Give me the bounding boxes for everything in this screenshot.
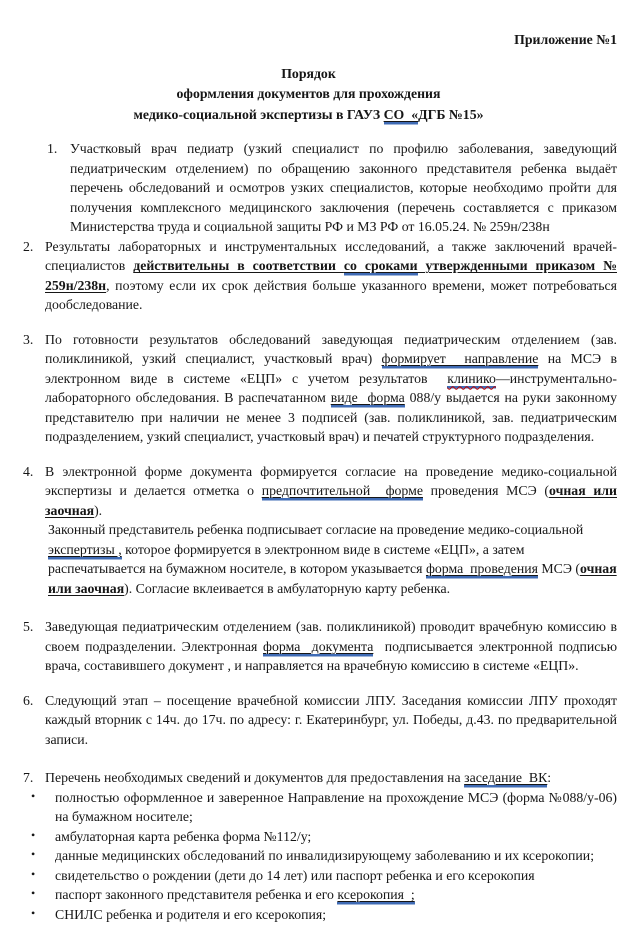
text-segment: Следующий этап – посещение врачебной комиссии ЛПУ. Заседания комиссии ЛПУ проходят каждый вторник с 14ч. до 17ч. по адресу: г. Екатеринбург, ул. Победы, д.43. по предварительной записи. <box>45 692 617 747</box>
text-segment: МСЭ ( <box>537 561 581 576</box>
title-line-3 <box>0 105 617 126</box>
text-segment: предпочтительной форме <box>261 483 423 498</box>
bullet-icon: • <box>31 886 36 900</box>
text-segment: амбулаторная карта ребенка форма №112/у; <box>55 828 312 844</box>
text-segment: экспертизы , <box>48 541 122 557</box>
bullet-icon: • <box>31 788 36 803</box>
text-segment: клинико <box>447 370 496 386</box>
item-text <box>45 237 617 315</box>
item-number: 6. <box>23 692 34 708</box>
ordered-item-6 <box>0 691 617 750</box>
bullet-item-4 <box>0 866 617 886</box>
ordered-item-7 <box>0 768 617 788</box>
text-segment: подписывается электронной подписью врача, составившего документ , и направляется на врачебную комиссию в системе «ЕЦП». <box>45 638 617 673</box>
text-segment: свидетельство о рождении (дети до 14 лет) или паспорт ребенка и его ксерокопия <box>55 867 535 883</box>
ordered-item-1 <box>0 139 617 237</box>
bullet-item-2 <box>0 827 617 847</box>
item-text <box>70 139 617 237</box>
text-segment: форма документа <box>263 638 374 654</box>
text-segment: Перечень необходимых сведений и документов для предоставления на <box>45 770 465 785</box>
ordered-item-5 <box>0 617 617 676</box>
text-segment: очная или заочная <box>48 561 617 596</box>
bullet-item-1 <box>0 788 617 827</box>
text-segment: 088/у выдается на руки законному представителю при наличии не менее 3 подписей (зав. поликлиникой, зав. педиатрическим подразделением, узкий специалист, участковый врач) и печатей структурного подразделения. <box>45 390 617 444</box>
bullet-icon: • <box>31 905 36 920</box>
ordered-item-3 <box>0 330 617 447</box>
title-line-1: Порядок <box>281 65 336 81</box>
text-segment: ксерокопия ; <box>337 887 415 902</box>
text-segment: ). <box>94 502 103 518</box>
text-segment: : <box>547 770 552 785</box>
item-number: 2. <box>23 238 34 254</box>
item-text <box>45 768 617 788</box>
item-number: 1. <box>47 141 58 156</box>
text-segment: паспорт законного представителя ребенка и его <box>55 887 338 902</box>
text-segment: Участковый врач педиатр (узкий специалист по профилю заболевания, заведующий педиатрическим отделением) по обращению законного представителя ребенка выдаёт перечень обследований и осмотров узких специалистов, которые необходимо пройти для получения комплексного медицинского заключения (перечень составляется с приказом Министерства труда и социальной защиты РФ и МЗ РФ от 16.05.24. № 259н/238н <box>70 141 617 234</box>
text-segment: По готовности результатов обследований заведующая педиатрическим отделением (зав. поликлиникой, узкий специалист, участковый врач) <box>45 331 617 366</box>
text-segment: проведения МСЭ ( <box>422 483 550 498</box>
ordered-item-4 <box>0 462 617 599</box>
text-segment: виде форма <box>330 390 405 405</box>
appendix-label: Приложение №1 <box>514 32 617 47</box>
text-segment: которое формируется в электронном виде в системе «ЕЦП», а затем распечатывается на бумажном носителе, в котором указывается <box>48 541 525 576</box>
text-segment: СНИЛС ребенка и родителя и его ксерокопия; <box>55 906 327 922</box>
bullet-text <box>55 905 617 925</box>
ordered-list <box>0 139 617 924</box>
text-segment: СО « <box>383 106 419 122</box>
item-number: 5. <box>23 619 34 634</box>
bullet-item-3 <box>0 846 617 866</box>
bullet-text <box>55 827 617 847</box>
text-segment: очная или заочная <box>45 483 617 518</box>
item-text <box>45 330 617 447</box>
text-segment: формирует направление <box>381 351 539 366</box>
text-segment: медико-социальной экспертизы в ГАУЗ <box>133 106 384 122</box>
bullet-text <box>55 846 617 866</box>
text-segment: ДГБ №15» <box>418 106 484 122</box>
bullet-icon: • <box>31 866 36 881</box>
text-segment: со сроками <box>343 258 418 273</box>
title-line-2: оформления документов для прохождения <box>176 86 441 101</box>
text-segment: заседание ВК <box>464 770 548 785</box>
text-segment: В электронной форме документа формируется согласие на проведение медико-социальной экспертизы и делается отметка о <box>45 463 617 498</box>
text-segment: Заведующая педиатрическим отделением (зав. поликлиникой) проводит врачебную комиссию в своем подразделении. Электронная <box>45 619 617 654</box>
bullet-text <box>55 788 617 827</box>
bullet-item-5 <box>0 885 617 905</box>
ordered-item-2 <box>0 237 617 315</box>
item-number: 3. <box>23 331 34 347</box>
document-title <box>0 64 617 126</box>
text-segment: Результаты лабораторных и инструментальных исследований, а также заключений врачей-специалистов <box>45 238 617 273</box>
item-text-continued <box>45 520 617 598</box>
bullet-item-6 <box>0 905 617 925</box>
item-text <box>45 462 617 521</box>
text-segment: полностью оформленное и заверенное Направление на прохождение МСЭ (форма №088/у-06) на бумажном носителе; <box>55 789 617 824</box>
text-segment: Законный представитель ребенка подписывает согласие на проведение медико-социальной <box>48 522 584 537</box>
item-text <box>45 617 617 676</box>
text-segment: форма проведения <box>425 561 538 576</box>
text-segment: действительны в соответствии <box>133 258 344 273</box>
text-segment: утвержденными приказом № 259н/238н <box>45 258 617 293</box>
text-segment: , поэтому если их срок действия больше указанного времени, может потребоваться дообследование. <box>45 277 617 312</box>
bullet-text <box>55 885 617 905</box>
item-text <box>45 691 617 750</box>
text-segment: на МСЭ в электронном виде в системе «ЕЦП» с учетом результатов <box>45 351 617 386</box>
bullet-icon: • <box>31 847 36 861</box>
bullet-icon: • <box>31 827 36 842</box>
text-segment: данные медицинских обследований по инвалидизирующему заболеванию и их ксерокопии; <box>55 848 595 863</box>
bullet-text <box>55 866 617 886</box>
text-segment: —инструментально-лабораторного обследования. В распечатанном <box>45 370 617 405</box>
text-segment: ). Согласие вклеивается в амбулаторную карту ребенка. <box>124 580 451 596</box>
item-number: 4. <box>23 463 34 479</box>
item-number: 7. <box>23 770 34 785</box>
